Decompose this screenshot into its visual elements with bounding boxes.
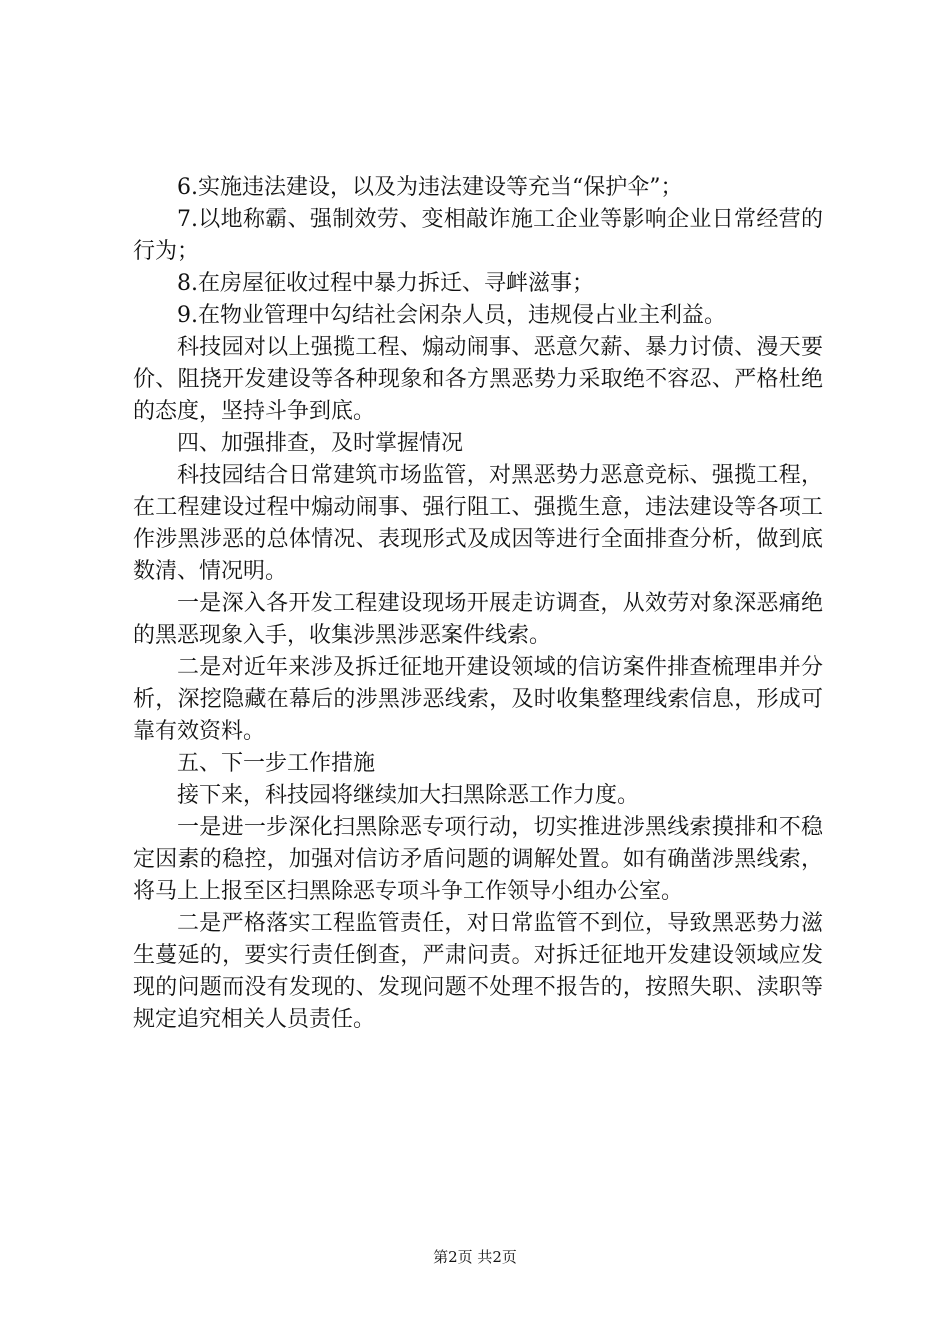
list-item-9: 9.在物业管理中勾结社会闲杂人员，违规侵占业主利益。 (177, 303, 726, 328)
body-paragraph: 二是对近年来涉及拆迁征地开建设领域的信访案件排查梳理串并分析，深挖隐藏在幕后的涉黑涉恶线索，及时收集整理线索信息，形成可靠有效资料。 (133, 655, 823, 744)
list-item-6: 6.实施违法建设，以及为违法建设等充当“保护伞”； (177, 175, 683, 200)
section-heading-4: 四、加强排查，及时掌握情况 (177, 431, 464, 456)
body-paragraph: 接下来，科技园将继续加大扫黑除恶工作力度。 (177, 783, 640, 808)
body-paragraph: 一是进一步深化扫黑除恶专项行动，切实推进涉黑线索摸排和不稳定因素的稳控，加强对信访矛盾问题的调解处置。如有确凿涉黑线索，将马上上报至区扫黑除恶专项斗争工作领导小组办公室。 (133, 815, 823, 904)
section-heading-5: 五、下一步工作措施 (177, 751, 376, 776)
page-footer: 第2页 共2页 (433, 1248, 517, 1266)
body-paragraph: 二是严格落实工程监管责任，对日常监管不到位，导致黑恶势力滋生蔓延的，要实行责任倒查，严肃问责。对拆迁征地开发建设领域应发现的问题而没有发现的、发现问题不处理不报告的，按照失职、渎职等规定追究相关人员责任。 (133, 911, 823, 1032)
body-paragraph: 一是深入各开发工程建设现场开展走访调查，从效劳对象深恶痛绝的黑恶现象入手，收集涉黑涉恶案件线索。 (133, 591, 823, 648)
body-paragraph: 科技园对以上强揽工程、煽动闹事、恶意欠薪、暴力讨债、漫天要价、阻挠开发建设等各种现象和各方黑恶势力采取绝不容忍、严格杜绝的态度，坚持斗争到底。 (133, 335, 823, 424)
document-body (133, 172, 823, 1036)
list-item-8: 8.在房屋征收过程中暴力拆迁、寻衅滋事； (177, 271, 594, 296)
list-item-7: 7.以地称霸、强制效劳、变相敲诈施工企业等影响企业日常经营的行为； (133, 207, 823, 264)
body-paragraph: 科技园结合日常建筑市场监管，对黑恶势力恶意竞标、强揽工程，在工程建设过程中煽动闹事、强行阻工、强揽生意，违法建设等各项工作涉黑涉恶的总体情况、表现形式及成因等进行全面排查分析，做到底数清、情况明。 (133, 463, 823, 584)
